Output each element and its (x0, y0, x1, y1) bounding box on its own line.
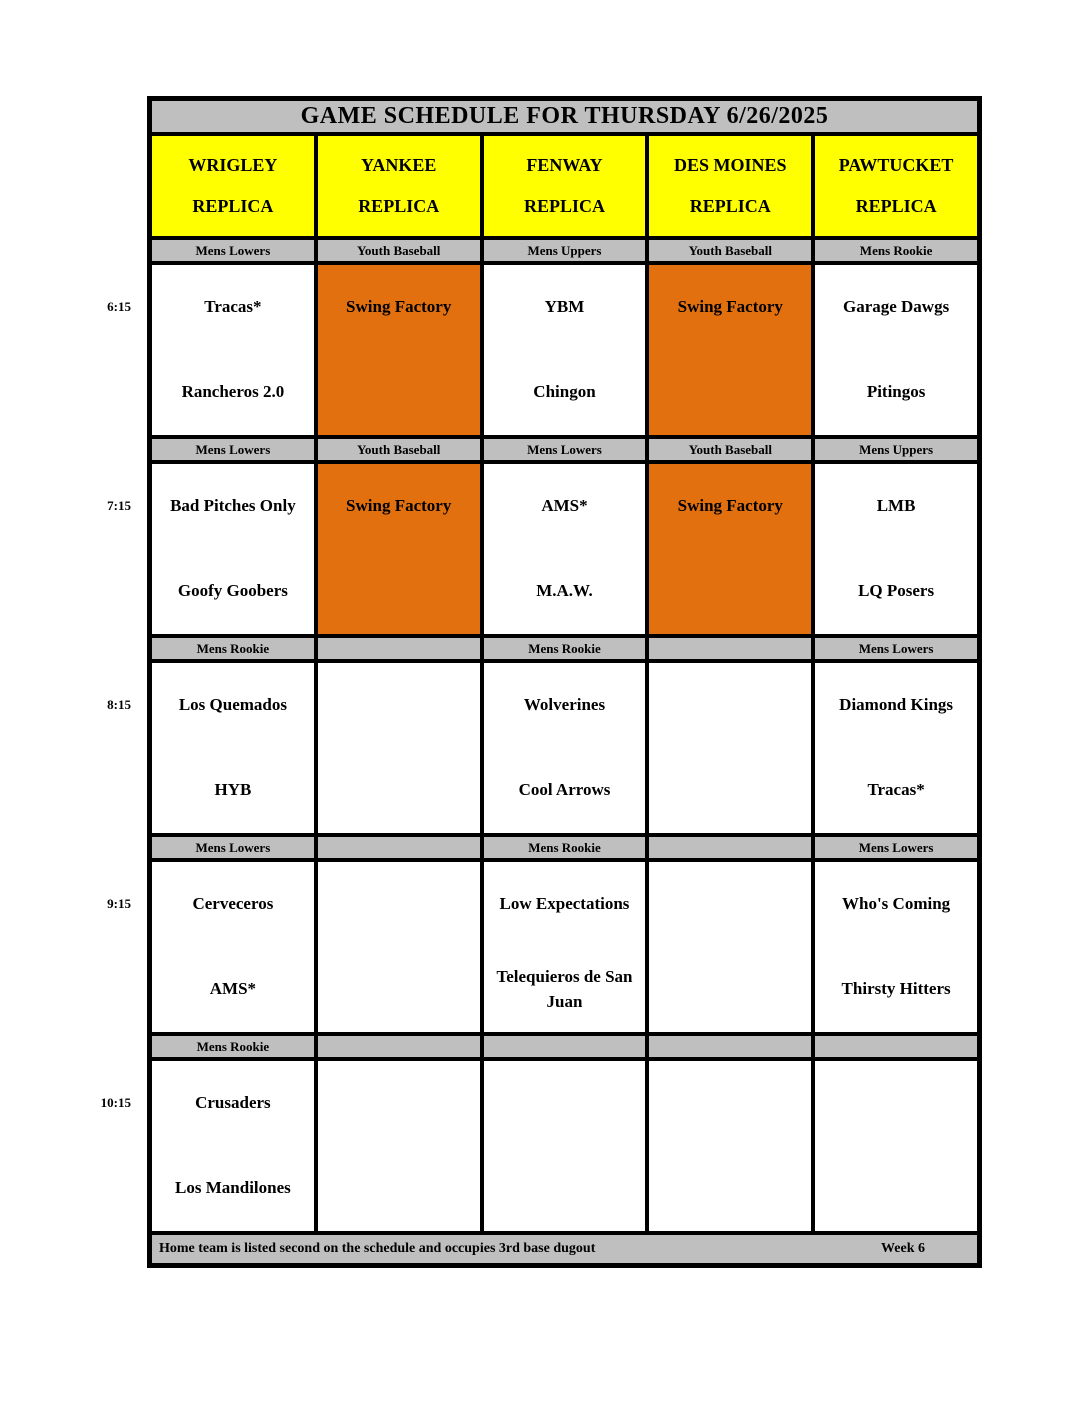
away-team: AMS* (541, 496, 588, 516)
league-label-cell: Mens Lowers (152, 837, 314, 858)
league-label-cell (318, 1036, 480, 1057)
game-cell (649, 663, 811, 833)
away-team (318, 1061, 480, 1146)
schedule-table (147, 96, 982, 1268)
game-cell (484, 464, 646, 634)
game-cell (484, 1061, 646, 1231)
league-label-cell (318, 837, 480, 858)
game-cell (484, 265, 646, 435)
venue-header-des-moines (649, 136, 811, 236)
venue-sub: REPLICA (689, 195, 771, 216)
away-team (649, 1061, 811, 1146)
away-team: Who's Coming (842, 894, 951, 914)
game-cell (649, 265, 811, 435)
home-team (318, 748, 480, 833)
game-cell (649, 464, 811, 634)
home-team (649, 947, 811, 1032)
footer-bar (152, 1235, 977, 1263)
away-team: Swing Factory (346, 297, 452, 317)
league-label-cell: Mens Lowers (152, 439, 314, 460)
home-team (318, 350, 480, 435)
game-cell (484, 663, 646, 833)
game-cell (484, 862, 646, 1032)
venue-header-yankee (318, 136, 480, 236)
away-team (318, 663, 480, 748)
home-team: HYB (214, 780, 252, 800)
league-label-cell (649, 837, 811, 858)
game-cell (649, 1061, 811, 1231)
footer-note: Home team is listed second on the schedule and occupies 3rd base dugout (159, 1241, 596, 1256)
away-team: LMB (876, 496, 916, 516)
schedule-title: GAME SCHEDULE FOR THURSDAY 6/26/2025 (152, 101, 977, 132)
home-team: Rancheros 2.0 (181, 382, 285, 402)
away-team: YBM (544, 297, 585, 317)
home-team: Tracas* (867, 780, 925, 800)
away-team (815, 1061, 977, 1146)
league-label-cell: Mens Lowers (815, 638, 977, 659)
league-label-cell: Mens Uppers (484, 240, 646, 261)
venue-sub: REPLICA (523, 195, 605, 216)
away-team (649, 862, 811, 947)
venue-name: DES MOINES (674, 155, 787, 176)
away-team (318, 862, 480, 947)
away-team: Los Quemados (178, 695, 287, 715)
home-team (649, 748, 811, 833)
venue-name: WRIGLEY (188, 155, 278, 176)
league-label-cell: Youth Baseball (318, 240, 480, 261)
league-label-cell: Mens Rookie (152, 1036, 314, 1057)
game-cell (318, 464, 480, 634)
venue-name: PAWTUCKET (838, 155, 954, 176)
time-label: 7:15 (107, 498, 131, 513)
away-team: Swing Factory (677, 496, 783, 516)
away-team (649, 663, 811, 748)
league-label-cell: Youth Baseball (318, 439, 480, 460)
home-team (649, 549, 811, 634)
home-team: AMS* (209, 979, 257, 999)
home-team (815, 1146, 977, 1231)
time-label: 8:15 (107, 697, 131, 712)
venue-sub: REPLICA (855, 195, 937, 216)
game-cell (815, 862, 977, 1032)
home-team (318, 947, 480, 1032)
time-label: 9:15 (107, 896, 131, 911)
away-team: Low Expectations (499, 894, 630, 914)
game-cell (815, 464, 977, 634)
venue-sub: REPLICA (192, 195, 274, 216)
away-team: Cerveceros (192, 894, 274, 914)
home-team: Chingon (533, 382, 596, 402)
away-team: Garage Dawgs (842, 297, 950, 317)
away-team (484, 1061, 646, 1146)
venue-name: YANKEE (361, 155, 437, 176)
game-cell (152, 265, 314, 435)
home-team: Goofy Goobers (177, 581, 288, 601)
game-cell (649, 862, 811, 1032)
league-label-cell: Mens Lowers (484, 439, 646, 460)
home-team: LQ Posers (858, 581, 935, 601)
league-label-cell: Mens Rookie (484, 638, 646, 659)
away-team: Diamond Kings (839, 695, 954, 715)
away-team: Wolverines (523, 695, 606, 715)
venue-header-wrigley (152, 136, 314, 236)
league-label-cell: Mens Rookie (484, 837, 646, 858)
league-label-cell: Mens Rookie (815, 240, 977, 261)
league-label-cell: Mens Rookie (152, 638, 314, 659)
home-team (649, 1146, 811, 1231)
game-cell (815, 1061, 977, 1231)
league-label-cell (484, 1036, 646, 1057)
away-team: Crusaders (195, 1093, 271, 1113)
league-label-cell: Youth Baseball (649, 439, 811, 460)
league-label-cell (318, 638, 480, 659)
home-team: Los Mandilones (175, 1178, 291, 1198)
game-cell (318, 1061, 480, 1231)
game-cell (152, 1061, 314, 1231)
home-team: Telequieros de San Juan (496, 966, 633, 1011)
league-label-cell (815, 1036, 977, 1057)
away-team: Bad Pitches Only (170, 496, 296, 516)
game-cell (152, 862, 314, 1032)
game-cell (152, 663, 314, 833)
time-label: 10:15 (100, 1095, 131, 1110)
game-cell (152, 464, 314, 634)
league-label-cell (649, 1036, 811, 1057)
league-label-cell (649, 638, 811, 659)
venue-sub: REPLICA (358, 195, 440, 216)
home-team (318, 1146, 480, 1231)
home-team (318, 549, 480, 634)
home-team: Thirsty Hitters (841, 979, 951, 999)
away-team: Swing Factory (677, 297, 783, 317)
time-label: 6:15 (107, 299, 131, 314)
game-cell (318, 862, 480, 1032)
home-team: Cool Arrows (518, 780, 611, 800)
venue-header-pawtucket (815, 136, 977, 236)
game-cell (318, 663, 480, 833)
game-cell (815, 265, 977, 435)
venue-header-fenway (484, 136, 646, 236)
home-team (649, 350, 811, 435)
home-team: Pitingos (866, 382, 926, 402)
game-cell (318, 265, 480, 435)
league-label-cell: Mens Lowers (815, 837, 977, 858)
footer-week: Week 6 (881, 1241, 925, 1256)
home-team: M.A.W. (536, 581, 593, 601)
league-label-cell: Mens Uppers (815, 439, 977, 460)
league-label-cell: Youth Baseball (649, 240, 811, 261)
away-team: Tracas* (204, 297, 262, 317)
home-team (484, 1146, 646, 1231)
game-cell (815, 663, 977, 833)
league-label-cell: Mens Lowers (152, 240, 314, 261)
away-team: Swing Factory (346, 496, 452, 516)
venue-name: FENWAY (526, 155, 603, 176)
